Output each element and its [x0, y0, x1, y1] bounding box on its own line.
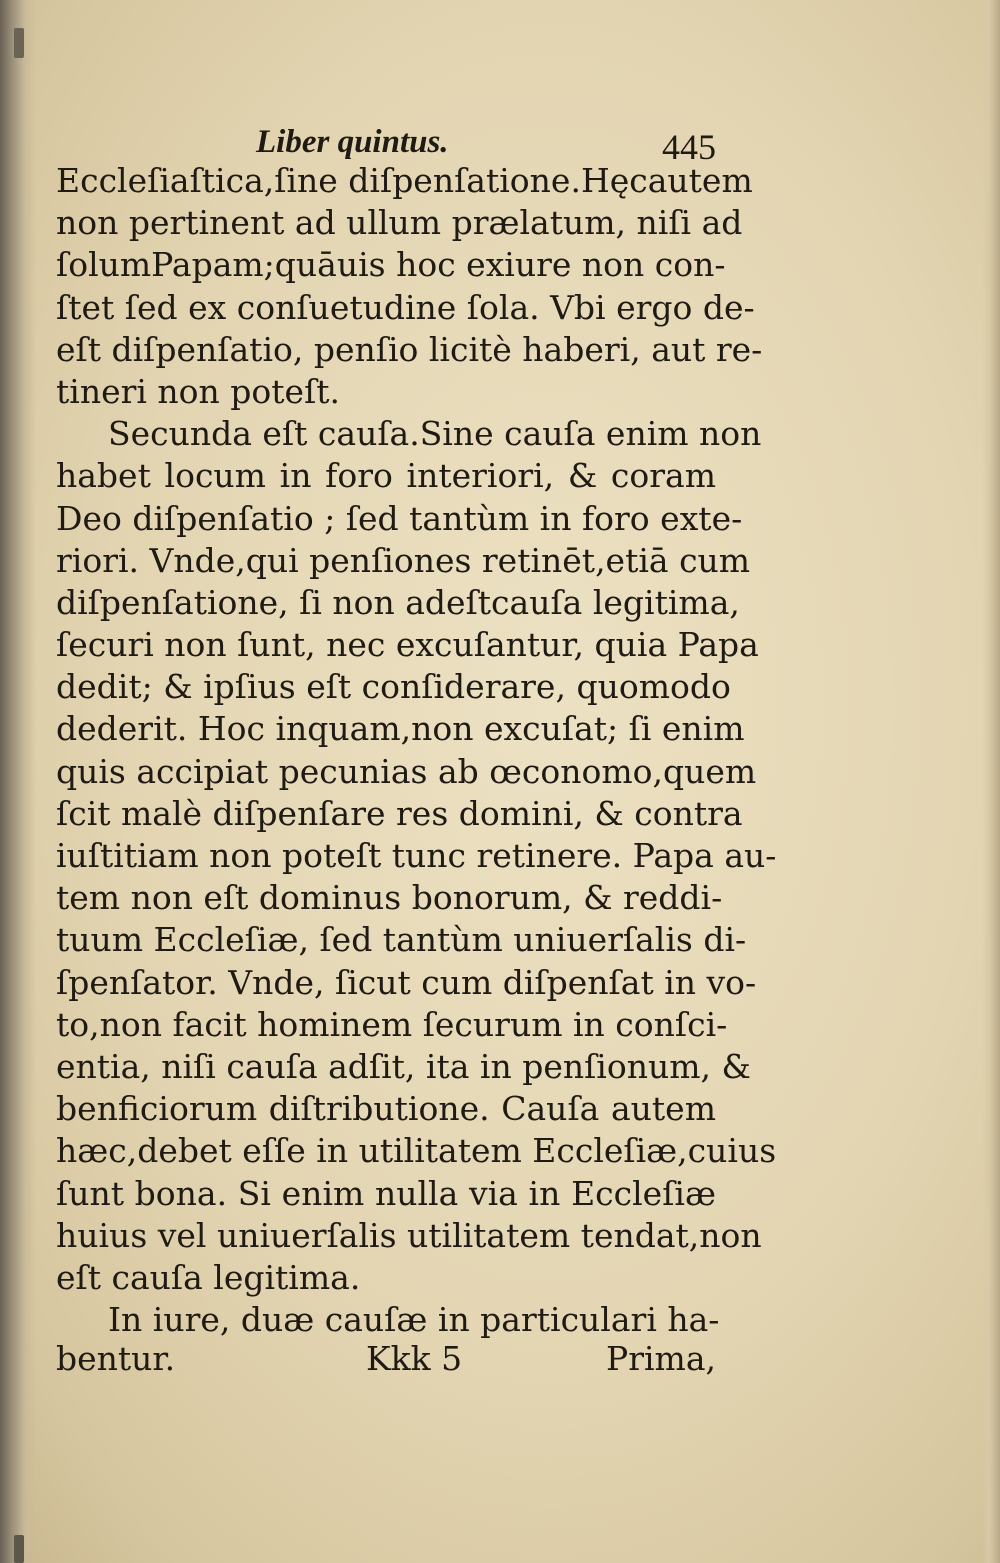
text-line: ſpenſator. Vnde, ſicut cum diſpenſat in vo- — [56, 962, 757, 1002]
text-line: non pertinent ad ullum prælatum, niſi ad — [56, 203, 743, 243]
text-line: benficiorum diſtributione. Cauſa autem — [56, 1089, 716, 1129]
text-line: hæc,debet eſſe in utilitatem Eccleſiæ,cuius — [56, 1131, 777, 1171]
text-line: Eccleſiaſtica,ſine diſpenſatione.Hęcautem — [56, 161, 753, 200]
text-line: habet locum in foro interiori, & coram — [56, 456, 716, 496]
text-line: In iure, duæ cauſæ in particulari ha- — [108, 1300, 720, 1340]
text-line: dederit. Hoc inquam,non excuſat; ſi enim — [56, 709, 745, 749]
text-line: ſecuri non ſunt, nec excuſantur, quia Papa — [56, 625, 759, 665]
signature-mark: Kkk 5 — [366, 1339, 463, 1378]
catchword: Prima, — [606, 1339, 716, 1378]
text-line: Deo diſpenſatio ; ſed tantùm in foro exte- — [56, 498, 743, 538]
page-footer — [56, 1337, 716, 1381]
text-line: eſt diſpenſatio, penſio licitè haberi, aut re- — [56, 329, 763, 369]
body-text — [56, 160, 777, 1341]
text-line: quis accipiat pecunias ab œconomo,quem — [56, 751, 757, 791]
text-line: eſt cauſa legitima. — [56, 1257, 361, 1297]
text-line: to,non facit hominem ſecurum in conſci- — [56, 1004, 728, 1044]
text-line: ſtet ſed ex conſuetudine ſola. Vbi ergo de- — [56, 287, 755, 327]
text-line: ſcit malè diſpenſare res domini, & contra — [56, 793, 743, 833]
text-line: tem non eſt dominus bonorum, & reddi- — [56, 878, 723, 918]
final-word: bentur. — [56, 1339, 176, 1378]
text-line: ſolumPapam;quāuis hoc exiure non con- — [56, 245, 726, 285]
running-header — [56, 120, 716, 167]
text-line: tineri non poteſt. — [56, 371, 341, 411]
text-line: Secunda eſt cauſa.Sine cauſa enim non — [108, 414, 762, 454]
text-line: entia, niſi cauſa adſit, ita in penſionum, & — [56, 1046, 751, 1086]
binding-gutter — [0, 0, 36, 1563]
text-line: tuum Eccleſiæ, ſed tantùm uniuerſalis di- — [56, 920, 747, 960]
page-number: 445 — [662, 127, 716, 167]
page-edge — [982, 0, 1000, 1563]
text-line: diſpenſatione, ſi non adeſtcauſa legitima, — [56, 582, 740, 622]
text-line: huius vel uniuerſalis utilitatem tendat,non — [56, 1215, 762, 1255]
running-title: Liber quintus. — [256, 124, 449, 160]
text-line: riori. Vnde,qui penſiones retinēt,etiā cum — [56, 540, 751, 580]
text-line: iuſtitiam non poteſt tunc retinere. Papa au- — [56, 836, 777, 875]
binding-thread-top — [14, 28, 24, 58]
text-line: dedit; & ipſius eſt conſiderare, quomodo — [56, 667, 731, 707]
text-line: ſunt bona. Si enim nulla via in Eccleſiæ — [56, 1173, 716, 1213]
binding-thread-bottom — [14, 1535, 24, 1563]
